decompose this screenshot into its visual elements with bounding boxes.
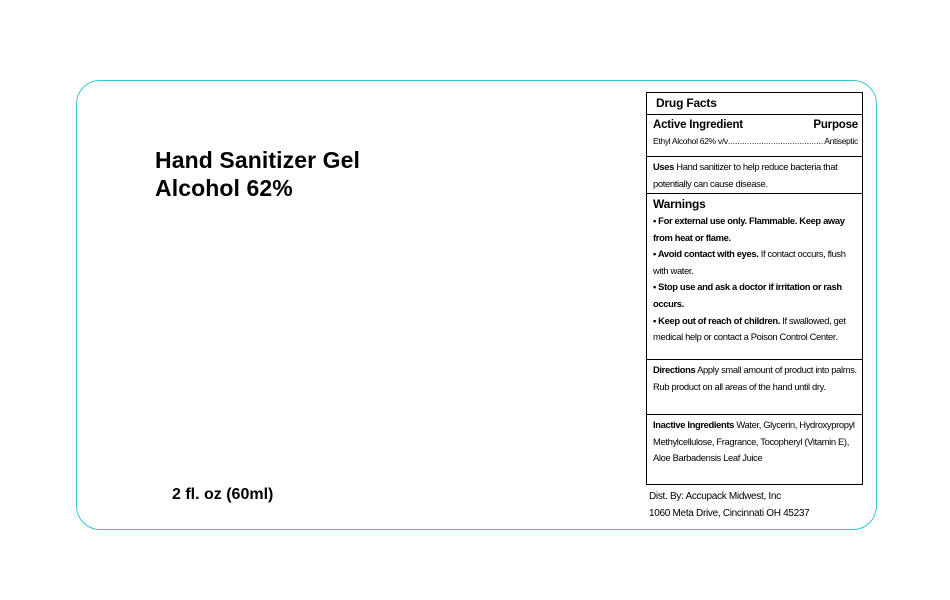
active-ingredient-heading: Active Ingredient	[653, 119, 743, 131]
net-content: 2 fl. oz (60ml)	[172, 486, 274, 503]
directions-text: Apply small amount of product into palms. Rub product on all areas of the hand until dry.	[653, 364, 857, 392]
inactive-ingredients-section	[647, 415, 862, 467]
leader-dots	[728, 134, 824, 148]
active-ingredient-purpose: Antiseptic	[824, 136, 858, 146]
warning-bold: • Keep out of reach of children.	[653, 314, 780, 326]
active-header-row	[653, 116, 862, 134]
uses-section	[647, 157, 862, 194]
warning-bold: • Avoid contact with eyes.	[653, 248, 759, 260]
purpose-heading: Purpose	[813, 119, 858, 131]
distributor-info	[649, 489, 809, 522]
warning-text: If contact occurs, flush with water.	[653, 248, 846, 276]
warning-bold: • For external use only. Flammable. Keep away from heat or flame.	[653, 215, 845, 243]
directions-section	[647, 360, 862, 415]
warnings-section	[647, 194, 862, 360]
active-ingredient-line	[653, 134, 862, 148]
warning-item	[653, 213, 862, 246]
drug-facts-panel	[646, 92, 863, 485]
distributor-line2: 1060 Meta Drive, Cincinnati OH 45237	[649, 507, 810, 519]
warning-item	[653, 246, 862, 279]
warning-bold: • Stop use and ask a doctor if irritation or rash occurs.	[653, 281, 842, 309]
warning-item	[653, 313, 862, 346]
inactive-text: Water, Glycerin, Hydroxypropyl Methylcellulose, Fragrance, Tocopheryl (Vitamin E), Aloe Barbadensis Leaf Juice	[653, 419, 855, 464]
warning-item	[653, 279, 862, 312]
active-ingredient-name: Ethyl Alcohol 62% v/v	[653, 136, 728, 146]
active-ingredient-section	[647, 115, 862, 157]
distributor-line1: Dist. By: Accupack Midwest, Inc	[649, 491, 781, 502]
drug-facts-title: Drug Facts	[647, 93, 862, 115]
product-name-line2: Alcohol 62%	[155, 175, 293, 201]
inactive-label: Inactive Ingredients	[653, 419, 735, 430]
warning-text: If swallowed, get medical help or contact a Poison Control Center.	[653, 314, 846, 343]
product-name	[155, 146, 360, 202]
directions-label: Directions	[653, 364, 696, 375]
product-name-line1: Hand Sanitizer Gel	[155, 147, 361, 173]
warnings-title: Warnings	[653, 197, 706, 211]
uses-text: Hand sanitizer to help reduce bacteria that potentially can cause disease.	[653, 161, 838, 189]
uses-label: Uses	[653, 161, 675, 172]
